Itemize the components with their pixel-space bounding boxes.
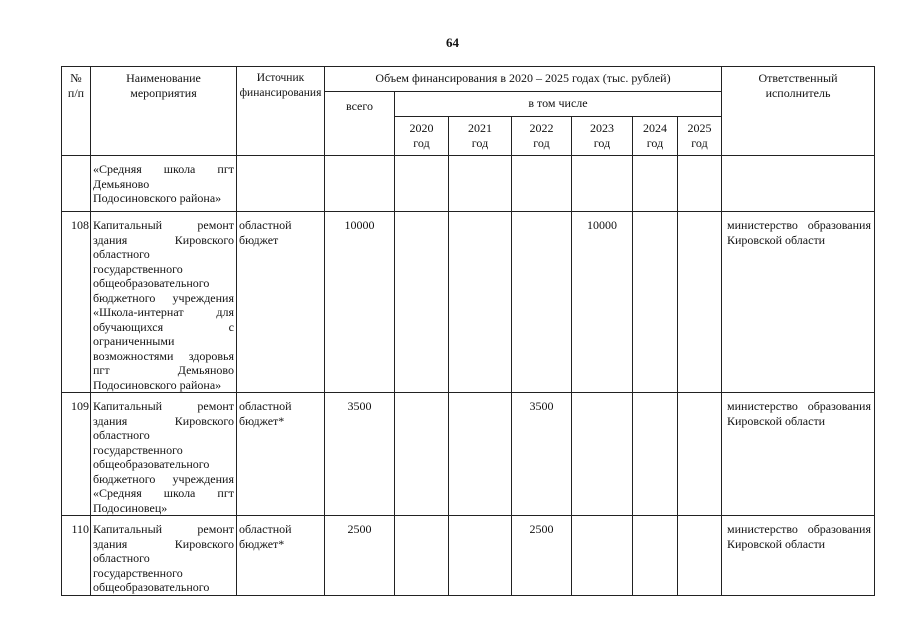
header-year-2023: 2023 год: [572, 117, 633, 156]
row-2024: [633, 393, 678, 516]
row-2025: [678, 156, 722, 212]
row-name: Капитальный ремонт здания Кировского областного государственного общеобразовательного: [91, 516, 237, 596]
row-responsible: министерство образования Кировской области: [722, 393, 875, 516]
header-year-2022: 2022 год: [512, 117, 572, 156]
header-volume: Объем финансирования в 2020 – 2025 годах (тыс. рублей): [325, 67, 722, 92]
row-2022: [512, 212, 572, 393]
page-number: 64: [446, 35, 459, 50]
row-2020: [395, 516, 449, 596]
row-2020: [395, 212, 449, 393]
row-total: [325, 156, 395, 212]
table-row: [62, 212, 875, 393]
row-2024: [633, 516, 678, 596]
row-total: 10000: [325, 212, 395, 393]
table-row: [62, 393, 875, 516]
row-number: 108: [62, 212, 91, 393]
row-2022: [512, 156, 572, 212]
row-2023: [572, 393, 633, 516]
row-2025: [678, 212, 722, 393]
row-responsible: министерство образования Кировской области: [722, 516, 875, 596]
row-number: 110: [62, 516, 91, 596]
row-source: областной бюджет*: [237, 393, 325, 516]
header-year-2025: 2025 год: [678, 117, 722, 156]
row-total: 3500: [325, 393, 395, 516]
row-source: областной бюджет*: [237, 516, 325, 596]
table-row: [62, 516, 875, 596]
header-year-2020: 2020 год: [395, 117, 449, 156]
header-year-2021: 2021 год: [449, 117, 512, 156]
row-2025: [678, 516, 722, 596]
row-2022: 2500: [512, 516, 572, 596]
row-2021: [449, 212, 512, 393]
row-2025: [678, 393, 722, 516]
row-2021: [449, 393, 512, 516]
table-row: [62, 156, 875, 212]
row-2024: [633, 212, 678, 393]
row-responsible: [722, 156, 875, 212]
row-2021: [449, 516, 512, 596]
row-2024: [633, 156, 678, 212]
row-number: 109: [62, 393, 91, 516]
row-2023: [572, 156, 633, 212]
row-name: Капитальный ремонт здания Кировского областного государственного общеобразовательного бюджетного учреждения «Школа-интернат для обучающихся с ограниченными возможностями здоровья пгт Демьяново Подосиновского района»: [91, 212, 237, 393]
row-2023: 10000: [572, 212, 633, 393]
header-total: всего: [325, 92, 395, 156]
row-total: 2500: [325, 516, 395, 596]
header-year-2024: 2024 год: [633, 117, 678, 156]
row-2022: 3500: [512, 393, 572, 516]
row-2020: [395, 393, 449, 516]
row-name: Капитальный ремонт здания Кировского областного государственного общеобразовательного бюджетного учреждения «Средняя школа пгт Подосиновец»: [91, 393, 237, 516]
header-number: № п/п: [62, 67, 91, 156]
financing-table: [61, 66, 875, 596]
row-2023: [572, 516, 633, 596]
row-number: [62, 156, 91, 212]
header-responsible: Ответственный исполнитель: [722, 67, 875, 156]
row-responsible: министерство образования Кировской области: [722, 212, 875, 393]
row-name: «Средняя школа пгт Демьяново Подосиновского района»: [91, 156, 237, 212]
row-source: [237, 156, 325, 212]
header-including: в том числе: [395, 92, 722, 117]
row-2021: [449, 156, 512, 212]
row-2020: [395, 156, 449, 212]
header-name: Наименование мероприятия: [91, 67, 237, 156]
row-source: областной бюджет: [237, 212, 325, 393]
header-source: Источник финансирования: [237, 67, 325, 156]
